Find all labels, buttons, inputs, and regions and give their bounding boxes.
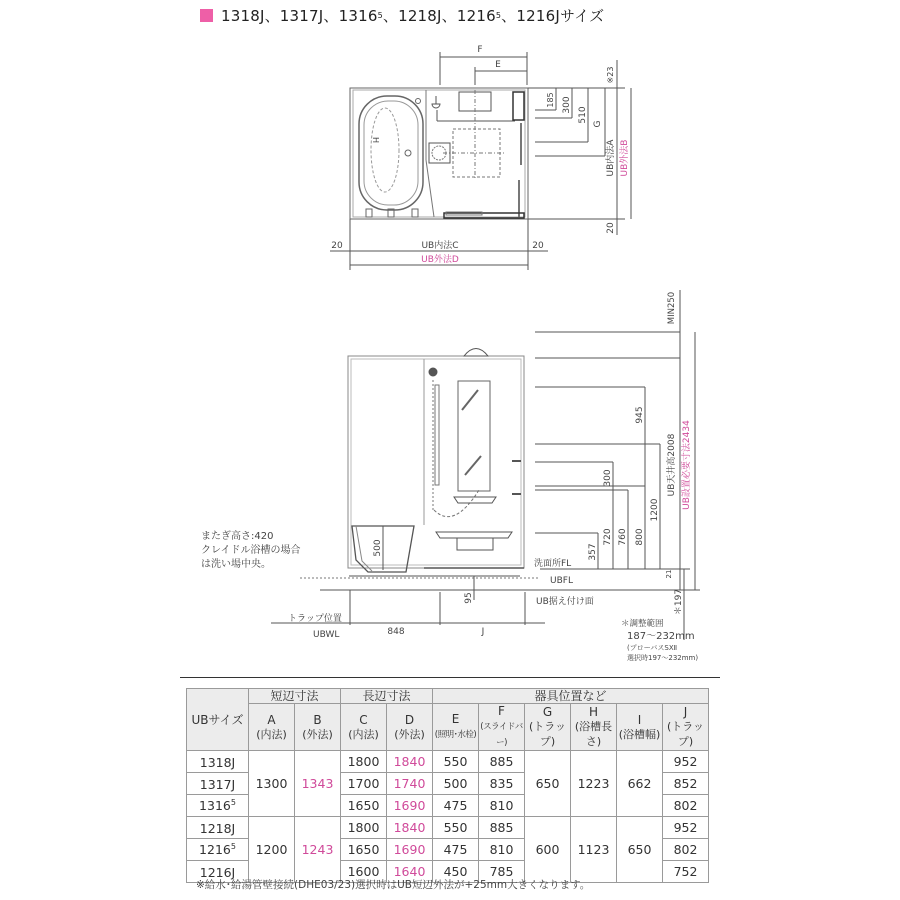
cell-size: 1316$^5$ xyxy=(187,795,249,817)
dim-945: 945 xyxy=(635,406,645,424)
cell-size: 1218J xyxy=(187,817,249,839)
cell-j: 802 xyxy=(663,795,709,817)
cell-size: 1216J xyxy=(187,861,249,883)
dim-min250: MIN250 xyxy=(667,291,677,325)
dim-95: 95 xyxy=(464,592,474,604)
cell-i: 650 xyxy=(617,817,663,883)
note-left-1: またぎ高さ:420 xyxy=(201,531,274,542)
cell-size: 1317J xyxy=(187,773,249,795)
header-b: B (外法) xyxy=(295,704,341,751)
header-fixtures: 器具位置など xyxy=(433,689,709,704)
ubwl-label: UBWL xyxy=(313,630,340,640)
cell-d: 1840 xyxy=(387,751,433,773)
ub-inner-a: UB内法A xyxy=(606,139,616,177)
plan-view-drawing xyxy=(0,0,900,280)
ub-inner-c: UB内法C xyxy=(421,241,459,251)
cell-c: 1800 xyxy=(341,817,387,839)
dim-800: 800 xyxy=(635,528,645,546)
cell-d: 1740 xyxy=(387,773,433,795)
dim-g: G xyxy=(593,120,603,128)
dim-357: 357 xyxy=(588,543,598,561)
adjust-note-1: ＊調整範囲 xyxy=(621,619,664,629)
cell-b: 1243 xyxy=(295,817,341,883)
ub-base-label: UB据え付け面 xyxy=(536,597,594,607)
cell-c: 1700 xyxy=(341,773,387,795)
cell-j: 852 xyxy=(663,773,709,795)
dim-j: J xyxy=(481,627,485,637)
cell-f: 835 xyxy=(479,773,525,795)
cell-f: 810 xyxy=(479,839,525,861)
cell-e: 550 xyxy=(433,751,479,773)
ub-outer-d: UB外法D xyxy=(421,255,459,265)
dim-20-mid: 20 xyxy=(532,241,544,251)
table-row xyxy=(187,751,709,773)
footnote: ※給水･給湯管壁接続(DHE03/23)選択時はUB短辺外法が+25mm大きくなります。 xyxy=(196,879,591,891)
ub-outer-b: UB外法B xyxy=(620,139,630,177)
senmen-fl-label: 洗面所FL xyxy=(534,559,572,569)
spec-table xyxy=(186,688,709,883)
cell-h: 1223 xyxy=(571,751,617,817)
cell-i: 662 xyxy=(617,751,663,817)
cell-c: 1650 xyxy=(341,795,387,817)
cell-e: 475 xyxy=(433,795,479,817)
dim-1200: 1200 xyxy=(650,498,660,522)
dim-23: ※23 xyxy=(606,66,615,84)
dim-848: 848 xyxy=(387,627,405,637)
dim-760: 760 xyxy=(618,528,628,546)
cell-c: 1650 xyxy=(341,839,387,861)
dim-f-label: F xyxy=(477,45,483,55)
dim-197: ＊197 xyxy=(674,588,684,616)
dim-ceiling: UB天井高2008 xyxy=(667,433,677,497)
cell-c: 1600 xyxy=(341,861,387,883)
cell-e: 500 xyxy=(433,773,479,795)
cell-f: 785 xyxy=(479,861,525,883)
dim-300: 300 xyxy=(562,96,572,114)
dim-20-left: 20 xyxy=(331,241,343,251)
header-f: F (スライドバー) xyxy=(479,704,525,751)
adjust-note-4: 選択時197～232mm) xyxy=(627,654,699,662)
header-long-side: 長辺寸法 xyxy=(341,689,433,704)
header-ub-size: UBサイズ xyxy=(187,689,249,751)
cell-size: 1318J xyxy=(187,751,249,773)
header-e: E (照明･水栓) xyxy=(433,704,479,751)
trap-position-label: トラップ位置 xyxy=(288,614,342,624)
cell-d: 1690 xyxy=(387,839,433,861)
cell-f: 885 xyxy=(479,751,525,773)
dim-install: UB設置必要寸法2434 xyxy=(682,420,692,510)
table-row xyxy=(187,817,709,839)
note-left-3: は洗い場中央。 xyxy=(201,559,271,570)
adjust-note-2: 187～232mm xyxy=(627,631,695,642)
cell-f: 810 xyxy=(479,795,525,817)
elevation-view-drawing xyxy=(0,280,900,675)
cell-b: 1343 xyxy=(295,751,341,817)
header-g: G (トラップ) xyxy=(525,704,571,751)
cell-j: 752 xyxy=(663,861,709,883)
header-a: A (内法) xyxy=(249,704,295,751)
cell-j: 952 xyxy=(663,751,709,773)
dim-21: 21 xyxy=(665,569,673,579)
cell-a: 1300 xyxy=(249,751,295,817)
dim-510: 510 xyxy=(578,106,588,124)
header-short-side: 短辺寸法 xyxy=(249,689,341,704)
cell-g: 600 xyxy=(525,817,571,883)
header-c: C (内法) xyxy=(341,704,387,751)
header-h: H (浴槽長さ) xyxy=(571,704,617,751)
cell-e: 450 xyxy=(433,861,479,883)
dim-e-label: E xyxy=(495,60,501,70)
header-j: J (トラップ) xyxy=(663,704,709,751)
cell-c: 1800 xyxy=(341,751,387,773)
dim-20-right: 20 xyxy=(606,222,616,234)
cell-h: 1123 xyxy=(571,817,617,883)
section-divider xyxy=(180,677,720,678)
dim-300-elev: 300 xyxy=(603,469,613,487)
dim-h-label: H xyxy=(371,137,380,144)
cell-size: 1216$^5$ xyxy=(187,839,249,861)
header-i: I (浴槽幅) xyxy=(617,704,663,751)
cell-j: 802 xyxy=(663,839,709,861)
ubfl-label: UBFL xyxy=(550,576,573,586)
cell-j: 952 xyxy=(663,817,709,839)
note-left-2: クレイドル浴槽の場合 xyxy=(201,545,301,556)
cell-d: 1640 xyxy=(387,861,433,883)
header-d: D (外法) xyxy=(387,704,433,751)
cell-d: 1690 xyxy=(387,795,433,817)
cell-f: 885 xyxy=(479,817,525,839)
dim-720: 720 xyxy=(603,528,613,546)
dim-500: 500 xyxy=(373,539,383,557)
dim-185: 185 xyxy=(546,92,555,108)
adjust-note-3: (プローバスSXⅡ xyxy=(627,644,678,652)
page-title: 1318J、1317J、1316 5 、1218J、1216 5 、1216Jサイズ xyxy=(200,5,604,26)
cell-a: 1200 xyxy=(249,817,295,883)
cell-e: 550 xyxy=(433,817,479,839)
cell-e: 475 xyxy=(433,839,479,861)
cell-d: 1840 xyxy=(387,817,433,839)
cell-g: 650 xyxy=(525,751,571,817)
